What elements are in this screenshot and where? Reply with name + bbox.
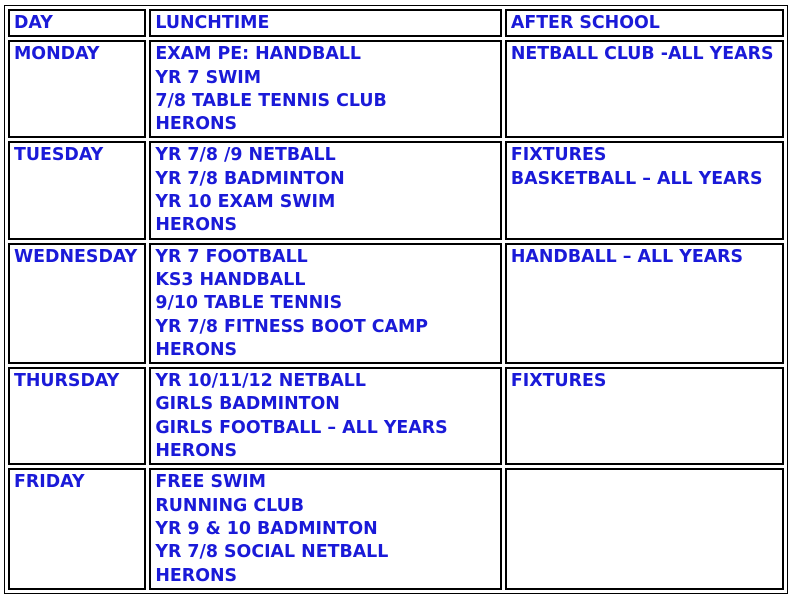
day-cell: MONDAY [8, 40, 146, 138]
day-cell: FRIDAY [8, 468, 146, 589]
activity-item: YR 7 SWIM [155, 67, 262, 88]
activity-item: HERONS [155, 441, 238, 462]
activity-item: YR 10 EXAM SWIM [155, 192, 336, 213]
lunchtime-cell [149, 40, 501, 138]
after-school-cell [505, 141, 784, 239]
day-cell: TUESDAY [8, 141, 146, 239]
day-cell: THURSDAY [8, 367, 146, 465]
activity-item: 9/10 TABLE TENNIS [155, 293, 343, 314]
timetable [4, 5, 788, 594]
table-row [8, 367, 784, 465]
table-row [8, 468, 784, 589]
activity-item: FIXTURES [510, 371, 607, 392]
lunchtime-cell [149, 367, 501, 465]
activity-item: EXAM PE: HANDBALL [155, 44, 361, 65]
activity-item: YR 10/11/12 NETBALL [155, 371, 366, 392]
activity-item: FIXTURES [510, 145, 607, 166]
table-row [8, 40, 784, 138]
day-cell: WEDNESDAY [8, 243, 146, 364]
activity-item: BASKETBALL – ALL YEARS [510, 168, 763, 189]
activity-item: HERONS [155, 565, 238, 586]
header-row [8, 9, 784, 37]
lunchtime-cell [149, 468, 501, 589]
header-lunchtime: LUNCHTIME [149, 9, 501, 37]
after-school-cell [505, 243, 784, 364]
header-after-school: AFTER SCHOOL [505, 9, 784, 37]
table-row [8, 243, 784, 364]
activity-item: YR 7 FOOTBALL [155, 246, 308, 267]
lunchtime-cell [149, 243, 501, 364]
activity-item: HERONS [155, 215, 238, 236]
activity-item: 7/8 TABLE TENNIS CLUB [155, 90, 387, 111]
activity-item: YR 7/8 /9 NETBALL [155, 145, 336, 166]
lunchtime-cell [149, 141, 501, 239]
activity-item: HERONS [155, 114, 238, 135]
activity-item: HERONS [155, 339, 238, 360]
activity-item: YR 7/8 SOCIAL NETBALL [155, 542, 389, 563]
after-school-cell [505, 367, 784, 465]
activity-item: KS3 HANDBALL [155, 269, 306, 290]
header-day: DAY [8, 9, 146, 37]
activity-item: RUNNING CLUB [155, 495, 304, 516]
activity-item: YR 7/8 BADMINTON [155, 168, 345, 189]
activity-item: GIRLS BADMINTON [155, 394, 340, 415]
activity-item: GIRLS FOOTBALL – ALL YEARS [155, 417, 448, 438]
after-school-cell [505, 40, 784, 138]
activity-item: YR 7/8 FITNESS BOOT CAMP [155, 316, 429, 337]
after-school-cell [505, 468, 784, 589]
activity-item: FREE SWIM [155, 472, 266, 493]
activity-item: YR 9 & 10 BADMINTON [155, 518, 378, 539]
activity-item: NETBALL CLUB -ALL YEARS [510, 44, 774, 65]
activity-item: HANDBALL – ALL YEARS [510, 246, 744, 267]
table-row [8, 141, 784, 239]
